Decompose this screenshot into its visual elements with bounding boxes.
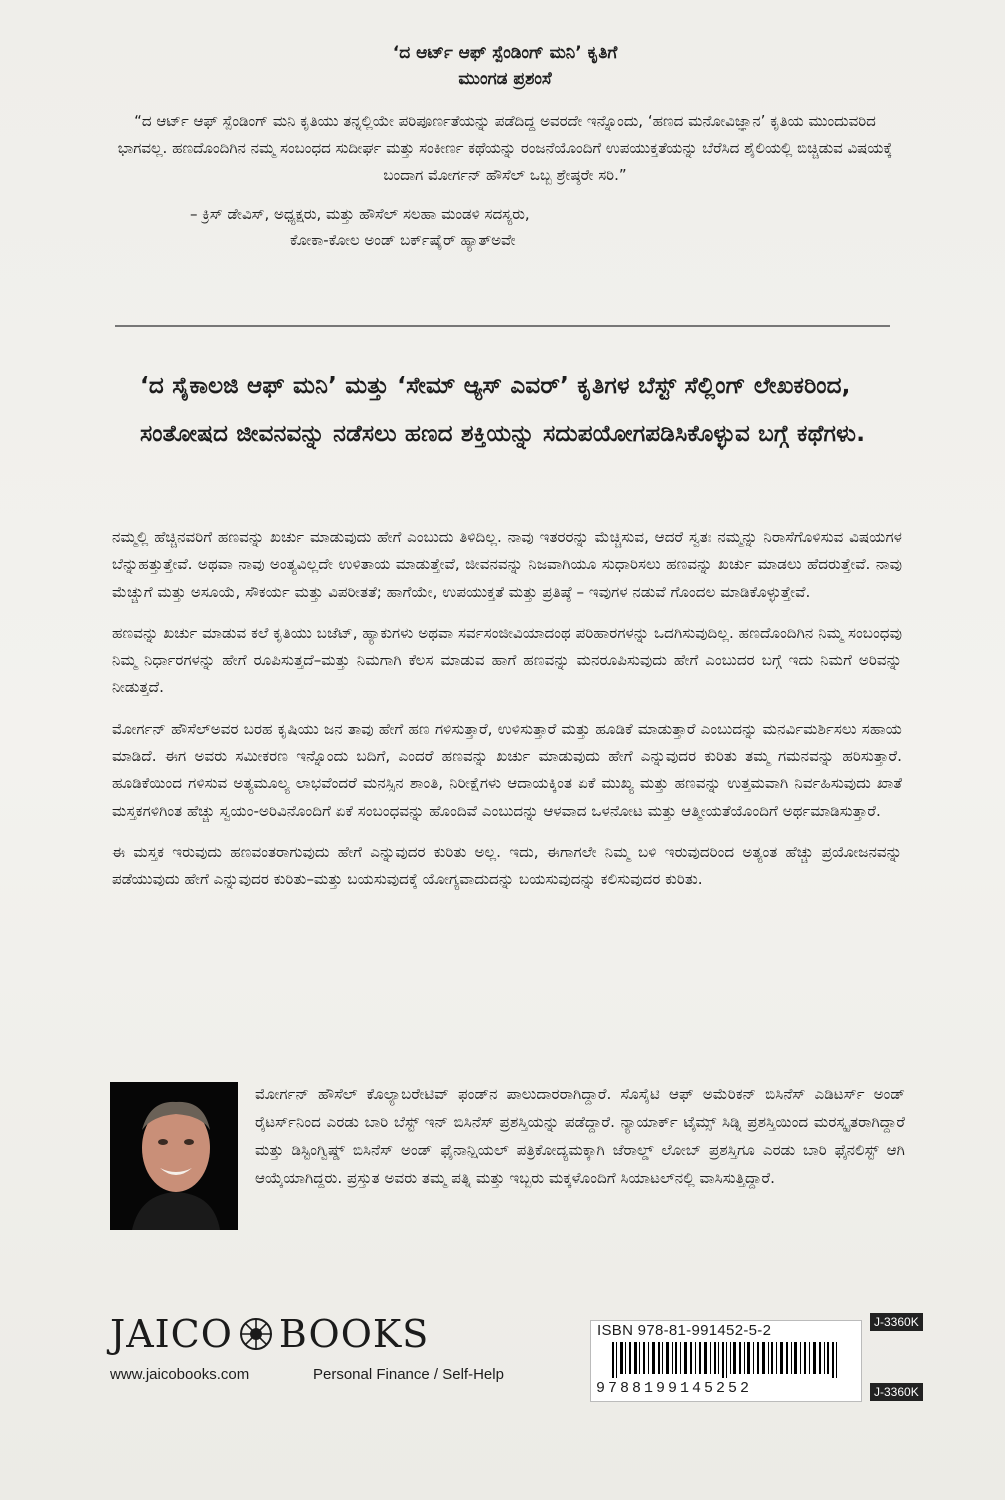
barcode-icon <box>612 1342 852 1378</box>
attribution-line1: – ಕ್ರಿಸ್ ಡೇವಿಸ್, ಅಧ್ಯಕ್ಷರು, ಮತ್ತು ಹೌಸೆಲ್ ಸಲಹಾ ಮಂಡಳಿ ಸದಸ್ಯರು, <box>190 205 530 223</box>
publisher-website: www.jaicobooks.com <box>110 1366 250 1383</box>
praise-title-line2: ಮುಂಗಡ ಪ್ರಶಂಸೆ <box>458 69 552 89</box>
description-paragraph-1: ನಮ್ಮಲ್ಲಿ ಹೆಚ್ಚಿನವರಿಗೆ ಹಣವನ್ನು ಖರ್ಚು ಮಾಡುವುದು ಹೇಗೆ ಎಂಬುದು ತಿಳಿದಿಲ್ಲ. ನಾವು ಇತರರನ್ನು ಮೆಚ್ಚಿಸುವ, ಆದರೆ ಸ್ವತಃ ನಮ್ಮನ್ನು ನಿರಾಸೆಗೊಳಿಸುವ ವಿಷಯಗಳ ಬೆನ್ನುಹತ್ತುತ್ತೇವೆ. ಅಥವಾ ನಾವು ಅಂತ್ಯವಿಲ್ಲದೇ ಉಳಿತಾಯ ಮಾಡುತ್ತೇವೆ, ಜೀವನವನ್ನು ನಿಜವಾಗಿಯೂ ಸುಧಾರಿಸಲು ಹಣವನ್ನು ಖರ್ಚು ಮಾಡಲು ಹೆದರುತ್ತೇವೆ. ನಾವು ಮೆಚ್ಚುಗೆ ಮತ್ತು ಅಸೂಯೆ, ಸೌಕರ್ಯ ಮತ್ತು ವಿಪರೀತತೆ; ಹಾಗೆಯೇ, ಉಪಯುಕ್ತತೆ ಮತ್ತು ಪ್ರತಿಷ್ಠೆ – ಇವುಗಳ ನಡುವೆ ಗೊಂದಲ ಮಾಡಿಕೊಳ್ಳುತ್ತೇವೆ. <box>112 528 902 601</box>
product-code-top: J-3360K <box>870 1313 923 1331</box>
praise-quote: “ದ ಆರ್ಟ್ ಆಫ್ ಸ್ಪೆಂಡಿಂಗ್ ಮನಿ ಕೃತಿಯು ತನ್ನಲ್ಲಿಯೇ ಪರಿಪೂರ್ಣತೆಯನ್ನು ಪಡೆದಿದ್ದ ಅವರದೇ ಇನ್ನೊಂದು, ‘ಹಣದ ಮನೋವಿಜ್ಞಾನ’ ಕೃತಿಯ ಮುಂದುವರಿದ ಭಾಗವಲ್ಲ. ಹಣದೊಂದಿಗಿನ ನಮ್ಮ ಸಂಬಂಧದ ಸುದೀರ್ಘ ಮತ್ತು ಸಂಕೀರ್ಣ ಕಥೆಯನ್ನು ರಂಜನೆಯೊಂದಿಗೆ ಉಪಯುಕ್ತತೆಯನ್ನು ಬೆರೆಸಿದ ಶೈಲಿಯಲ್ಲಿ ಬಿಚ್ಚಿಡುವ ವಿಷಯಕ್ಕೆ ಬಂದಾಗ ಮೋರ್ಗನ್ ಹೌಸೆಲ್ ಒಬ್ಬ ಶ್ರೇಷ್ಠರೇ ಸರಿ.” <box>117 112 893 184</box>
description-paragraph-2: ಹಣವನ್ನು ಖರ್ಚು ಮಾಡುವ ಕಲೆ ಕೃತಿಯು ಬಜೆಟ್, ಹ್ಯಾಕುಗಳು ಅಥವಾ ಸರ್ವಸಂಜೀವಿಯಾದಂಥ ಪರಿಹಾರಗಳನ್ನು ಒದಗಿಸುವುದಿಲ್ಲ. ಹಣದೊಂದಿಗಿನ ನಿಮ್ಮ ಸಂಬಂಧವು ನಿಮ್ಮ ನಿರ್ಧಾರಗಳನ್ನು ಹೇಗೆ ರೂಪಿಸುತ್ತದೆ–ಮತ್ತು ನಿಮಗಾಗಿ ಕೆಲಸ ಮಾಡುವ ಹಾಗೆ ಹಣವನ್ನು ಮನರೂಪಿಸುವುದು ಹೇಗೆ ಎಂಬುದರ ಬಗ್ಗೆ ಇದು ನಿಮಗೆ ಅರಿವನ್ನು ನೀಡುತ್ತದೆ. <box>112 623 902 697</box>
publisher-logo <box>110 1312 450 1356</box>
author-bio: ಮೋರ್ಗನ್ ಹೌಸೆಲ್ ಕೊಲ್ಯಾಬರೇಟಿವ್ ಫಂಡ್‌ನ ಪಾಲುದಾರರಾಗಿದ್ದಾರೆ. ಸೊಸೈಟಿ ಆಫ್ ಅಮೆರಿಕನ್ ಬಿಸಿನೆಸ್ ಎಡಿಟರ್ಸ್ ಅಂಡ್ ರೈಟರ್ಸ್‌ನಿಂದ ಎರಡು ಬಾರಿ ಬೆಸ್ಟ್ ಇನ್ ಬಿಸಿನೆಸ್ ಪ್ರಶಸ್ತಿಯನ್ನು ಪಡೆದ್ದಾರೆ. ನ್ಯಾಯಾರ್ಕ್ ಟೈಮ್ಸ್ ಸಿಡ್ನಿ ಪ್ರಶಸ್ತಿಯಿಂದ ಮರಸ್ಕೃತರಾಗಿದ್ದಾರೆ ಮತ್ತು ಡಿಸ್ಟಿಂಗ್ವಿಷ್ಡ್ ಬಿಸಿನೆಸ್ ಅಂಡ್ ಫೈನಾನ್ಷಿಯಲ್ ಪತ್ರಿಕೋದ್ಯಮಕ್ಕಾಗಿ ಜೆರಾಲ್ಡ್ ಲೋಬ್ ಪ್ರಶಸ್ತಿಗೂ ಎರಡು ಬಾರಿ ಫೈನಲಿಸ್ಟ್ ಆಗಿ ಆಯ್ಕೆಯಾಗಿದ್ದರು. ಪ್ರಸ್ತುತ ಅವರು ತಮ್ಮ ಪತ್ನಿ ಮತ್ತು ಇಬ್ಬರು ಮಕ್ಕಳೊಂದಿಗೆ ಸಿಯಾಟಲ್‌ನಲ್ಲಿ ವಾಸಿಸುತ್ತಿದ್ದಾರೆ. <box>255 1085 905 1187</box>
praise-title-line1: ‘ದ ಆರ್ಟ್ ಆಫ್ ಸ್ಪೆಂಡಿಂಗ್ ಮನಿ’ ಕೃತಿಗೆ <box>392 43 618 63</box>
description-paragraph-3: ಮೋರ್ಗನ್ ಹೌಸೆಲ್‌ಅವರ ಬರಹ ಕೃಷಿಯು ಜನ ತಾವು ಹೇಗೆ ಹಣ ಗಳಿಸುತ್ತಾರೆ, ಉಳಿಸುತ್ತಾರೆ ಮತ್ತು ಹೂಡಿಕೆ ಮಾಡುತ್ತಾರೆ ಎಂಬುದನ್ನು ಮನರ್ವಿಮರ್ಶಿಸಲು ಸಹಾಯ ಮಾಡಿದೆ. ಈಗ ಅವರು ಸಮೀಕರಣ ಇನ್ನೊಂದು ಬದಿಗೆ, ಎಂದರೆ ಹಣವನ್ನು ಖರ್ಚು ಮಾಡುವುದು ಹೇಗೆ ಎನ್ನುವುದರ ಕುರಿತು ತಮ್ಮ ಗಮನವನ್ನು ಹರಿಸುತ್ತಾರೆ. ಹೂಡಿಕೆಯಿಂದ ಗಳಿಸುವ ಅತ್ಯಮೂಲ್ಯ ಲಾಭವೆಂದರೆ ಮನಸ್ಸಿನ ಶಾಂತಿ, ನಿರೀಕ್ಷೆಗಳು ಆದಾಯಕ್ಕಿಂತ ಏಕೆ ಮುಖ್ಯ ಮತ್ತು ಹಣವನ್ನು ಉತ್ತಮವಾಗಿ ನಿರ್ವಹಿಸುವುದು ಖಾತೆ ಮಸ್ತಕಗಳಿಗಿಂತ ಹೆಚ್ಚು ಸ್ವಯಂ-ಅರಿವಿನೊಂದಿಗೆ ಏಕೆ ಸಂಬಂಧವನ್ನು ಹೊಂದಿವೆ ಎಂಬುದನ್ನು ಆಳವಾದ ಒಳನೋಟ ಮತ್ತು ಆತ್ಮೀಯತೆಯೊಂದಿಗೆ ಅರ್ಥಮಾಡಿಸುತ್ತಾರೆ. <box>112 719 902 820</box>
jaico-emblem-icon <box>239 1317 273 1351</box>
description-paragraph-4: ಈ ಮಸ್ತಕ ಇರುವುದು ಹಣವಂತರಾಗುವುದು ಹೇಗೆ ಎನ್ನುವುದರ ಕುರಿತು ಅಲ್ಲ. ಇದು, ಈಗಾಗಲೇ ನಿಮ್ಮ ಬಳಿ ಇರುವುದರಿಂದ ಅತ್ಯಂತ ಹೆಚ್ಚು ಪ್ರಯೋಜನವನ್ನು ಪಡೆಯುವುದು ಹೇಗೆ ಎನ್ನುವುದರ ಕುರಿತು–ಮತ್ತು ಬಯಸುವುದಕ್ಕೆ ಯೋಗ್ಯವಾದುದನ್ನು ಬಯಸುವುದನ್ನು ಕಲಿಸುವುದರ ಕುರಿತು. <box>112 842 902 889</box>
barcode-number: 9788199145252 <box>596 1380 753 1397</box>
logo-text-right: BOOKS <box>278 1312 430 1356</box>
advance-praise-section <box>110 40 900 253</box>
isbn-label: ISBN 978-81-991452-5-2 <box>597 1322 772 1339</box>
praise-attribution <box>110 201 900 253</box>
headline: ‘ದ ಸೈಕಾಲಜಿ ಆಫ್ ಮನಿ’ ಮತ್ತು ‘ಸೇಮ್ ಆ್ಯಸ್ ಎವರ್’ ಕೃತಿಗಳ ಬೆಸ್ಟ್ ಸೆಲ್ಲಿಂಗ್ ಲೇಖಕರಿಂದ, ಸಂತೋಷದ ಜೀವನವನ್ನು ನಡೆಸಲು ಹಣದ ಶಕ್ತಿಯನ್ನು ಸದುಪಯೋಗಪಡಿಸಿಕೊಳ್ಳುವ ಬಗ್ಗೆ ಕಥೆಗಳು. <box>140 373 866 447</box>
attribution-line2: ಕೋಕಾ-ಕೋಲ ಅಂಡ್ ಬರ್ಕ್‌ಷೈರ್ ಹ್ಯಾತ್‌ಅವೇ <box>290 231 516 249</box>
book-description <box>112 524 902 908</box>
section-divider <box>115 325 890 327</box>
book-category: Personal Finance / Self-Help <box>313 1366 504 1383</box>
logo-text-left: JAICO <box>110 1312 233 1356</box>
product-code-bottom: J-3360K <box>870 1383 923 1401</box>
author-photo <box>110 1082 238 1230</box>
